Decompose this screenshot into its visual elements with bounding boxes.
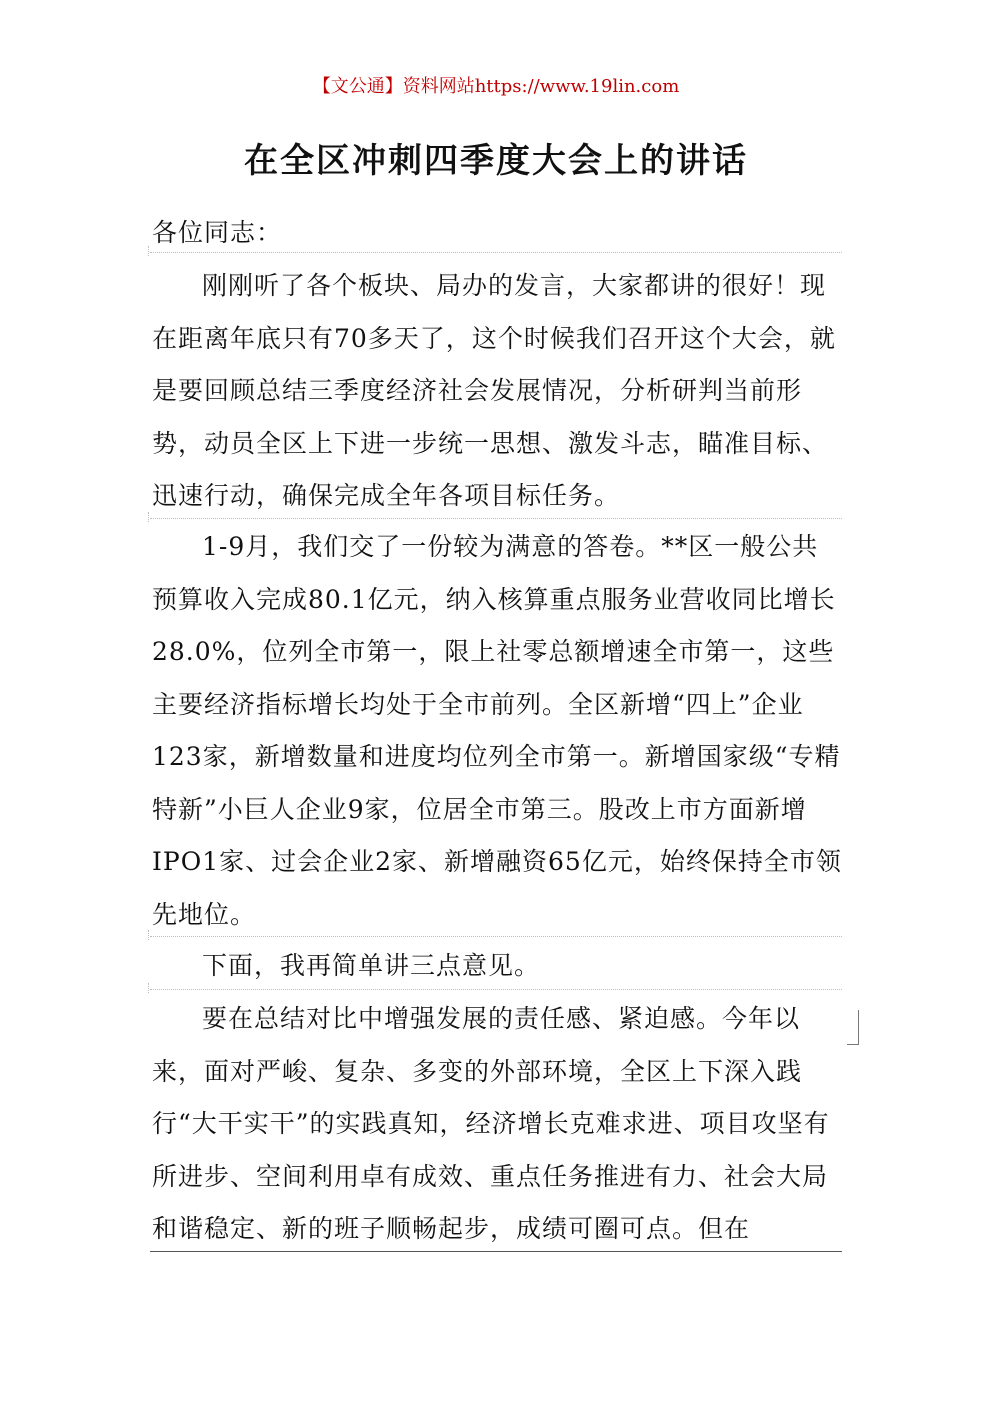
- paragraph-transition: 下面，我再简单讲三点意见。: [202, 951, 541, 980]
- margin-corner-mark: [858, 1010, 859, 1044]
- divider-tick: [148, 930, 149, 940]
- paragraph-point-one: 要在总结对比中增强发展的责任感、紧迫感。今年以来，面对严峻、复杂、多变的外部环境，全区上下深入践行“大干实干”的实践真知，经济增长克难求进、项目攻坚有所进步、空间利用卓有成效、重点任务推进有力、社会大局和谐稳定、新的班子顺畅起步，成绩可圈可点。但在: [152, 1004, 830, 1243]
- divider-tick: [148, 512, 149, 522]
- divider-tick: [148, 246, 149, 256]
- salutation: 各位同志：: [152, 218, 283, 247]
- divider: [150, 936, 842, 937]
- divider-tick: [148, 983, 149, 993]
- document-title: 在全区冲刺四季度大会上的讲话: [244, 141, 748, 181]
- divider: [150, 518, 842, 519]
- paragraph-results: 1-9月，我们交了一份较为满意的答卷。**区一般公共预算收入完成80.1亿元，纳入核算重点服务业营收同比增长28.0%，位列全市第一，限上社零总额增速全市第一，这些主要经济指标增长均处于全市前列。全区新增“四上”企业123家，新增数量和进度均位列全市第一。新增国家级“专精特新”小巨人企业9家，位居全市第三。股改上市方面新增IPO1家、过会企业2家、新增融资65亿元，始终保持全市领先地位。: [152, 532, 842, 929]
- divider: [150, 252, 842, 253]
- paragraph-opening: 刚刚听了各个板块、局办的发言，大家都讲的很好！现在距离年底只有70多天了，这个时候我们召开这个大会，就是要回顾总结三季度经济社会发展情况，分析研判当前形势，动员全区上下进一步统一思想、激发斗志，瞄准目标、迅速行动，确保完成全年各项目标任务。: [152, 271, 836, 510]
- page-bottom-rule: [150, 1251, 842, 1252]
- divider: [150, 989, 842, 990]
- site-header: 【文公通】资料网站https://www.19lin.com: [312, 76, 680, 97]
